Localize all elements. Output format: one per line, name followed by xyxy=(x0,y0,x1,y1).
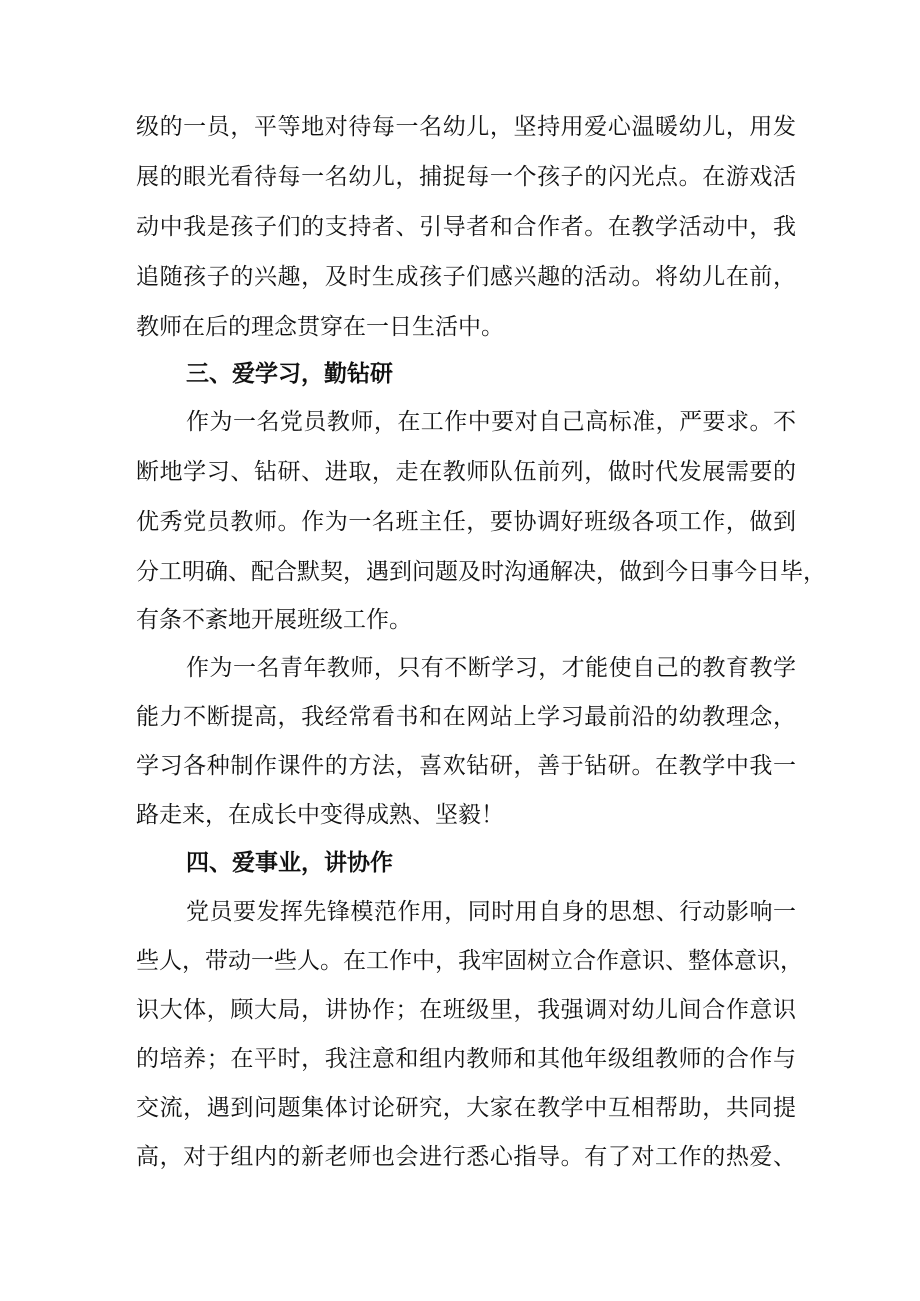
paragraph-line: 作为一名党员教师，在工作中要对自己高标准，严要求。不 xyxy=(186,409,796,435)
paragraph-line: 作为一名青年教师，只有不断学习，才能使自己的教育教学 xyxy=(186,655,796,681)
section-3-heading: 三、爱学习，勤钻研 xyxy=(186,361,393,387)
paragraph-line: 有条不紊地开展班级工作。 xyxy=(136,607,412,633)
paragraph-line: 教师在后的理念贯穿在一日生活中。 xyxy=(136,314,504,340)
paragraph-line: 路走来，在成长中变得成熟、坚毅！ xyxy=(136,802,504,828)
paragraph-line: 高，对于组内的新老师也会进行悉心指导。有了对工作的热爱、 xyxy=(136,1144,796,1170)
paragraph-line: 的培养；在平时，我注意和组内教师和其他年级组教师的合作与 xyxy=(136,1046,796,1072)
paragraph-line: 学习各种制作课件的方法，喜欢钻研，善于钻研。在教学中我一 xyxy=(136,753,796,779)
paragraph-line: 级的一员，平等地对待每一名幼儿，坚持用爱心温暖幼儿，用发 xyxy=(136,114,796,140)
paragraph-line: 优秀党员教师。作为一名班主任，要协调好班级各项工作，做到 xyxy=(136,509,796,535)
paragraph-line: 些人，带动一些人。在工作中，我牢固树立合作意识、整体意识， xyxy=(136,948,803,974)
paragraph-line: 断地学习、钻研、进取，走在教师队伍前列，做时代发展需要的 xyxy=(136,459,796,485)
paragraph-line: 能力不断提高，我经常看书和在网站上学习最前沿的幼教理念， xyxy=(136,704,796,730)
paragraph-line: 识大体，顾大局，讲协作；在班级里，我强调对幼儿间合作意识 xyxy=(136,997,796,1023)
paragraph-line: 动中我是孩子们的支持者、引导者和合作者。在教学活动中，我 xyxy=(136,214,796,240)
paragraph-line: 党员要发挥先锋模范作用，同时用自身的思想、行动影响一 xyxy=(186,899,796,925)
paragraph-line: 交流，遇到问题集体讨论研究，大家在教学中互相帮助，共同提 xyxy=(136,1095,796,1121)
paragraph-line: 展的眼光看待每一名幼儿，捕捉每一个孩子的闪光点。在游戏活 xyxy=(136,164,796,190)
section-4-heading: 四、爱事业，讲协作 xyxy=(186,850,393,876)
paragraph-line: 分工明确、配合默契，遇到问题及时沟通解决，做到今日事今日毕， xyxy=(136,559,826,585)
paragraph-line: 追随孩子的兴趣，及时生成孩子们感兴趣的活动。将幼儿在前， xyxy=(136,264,796,290)
